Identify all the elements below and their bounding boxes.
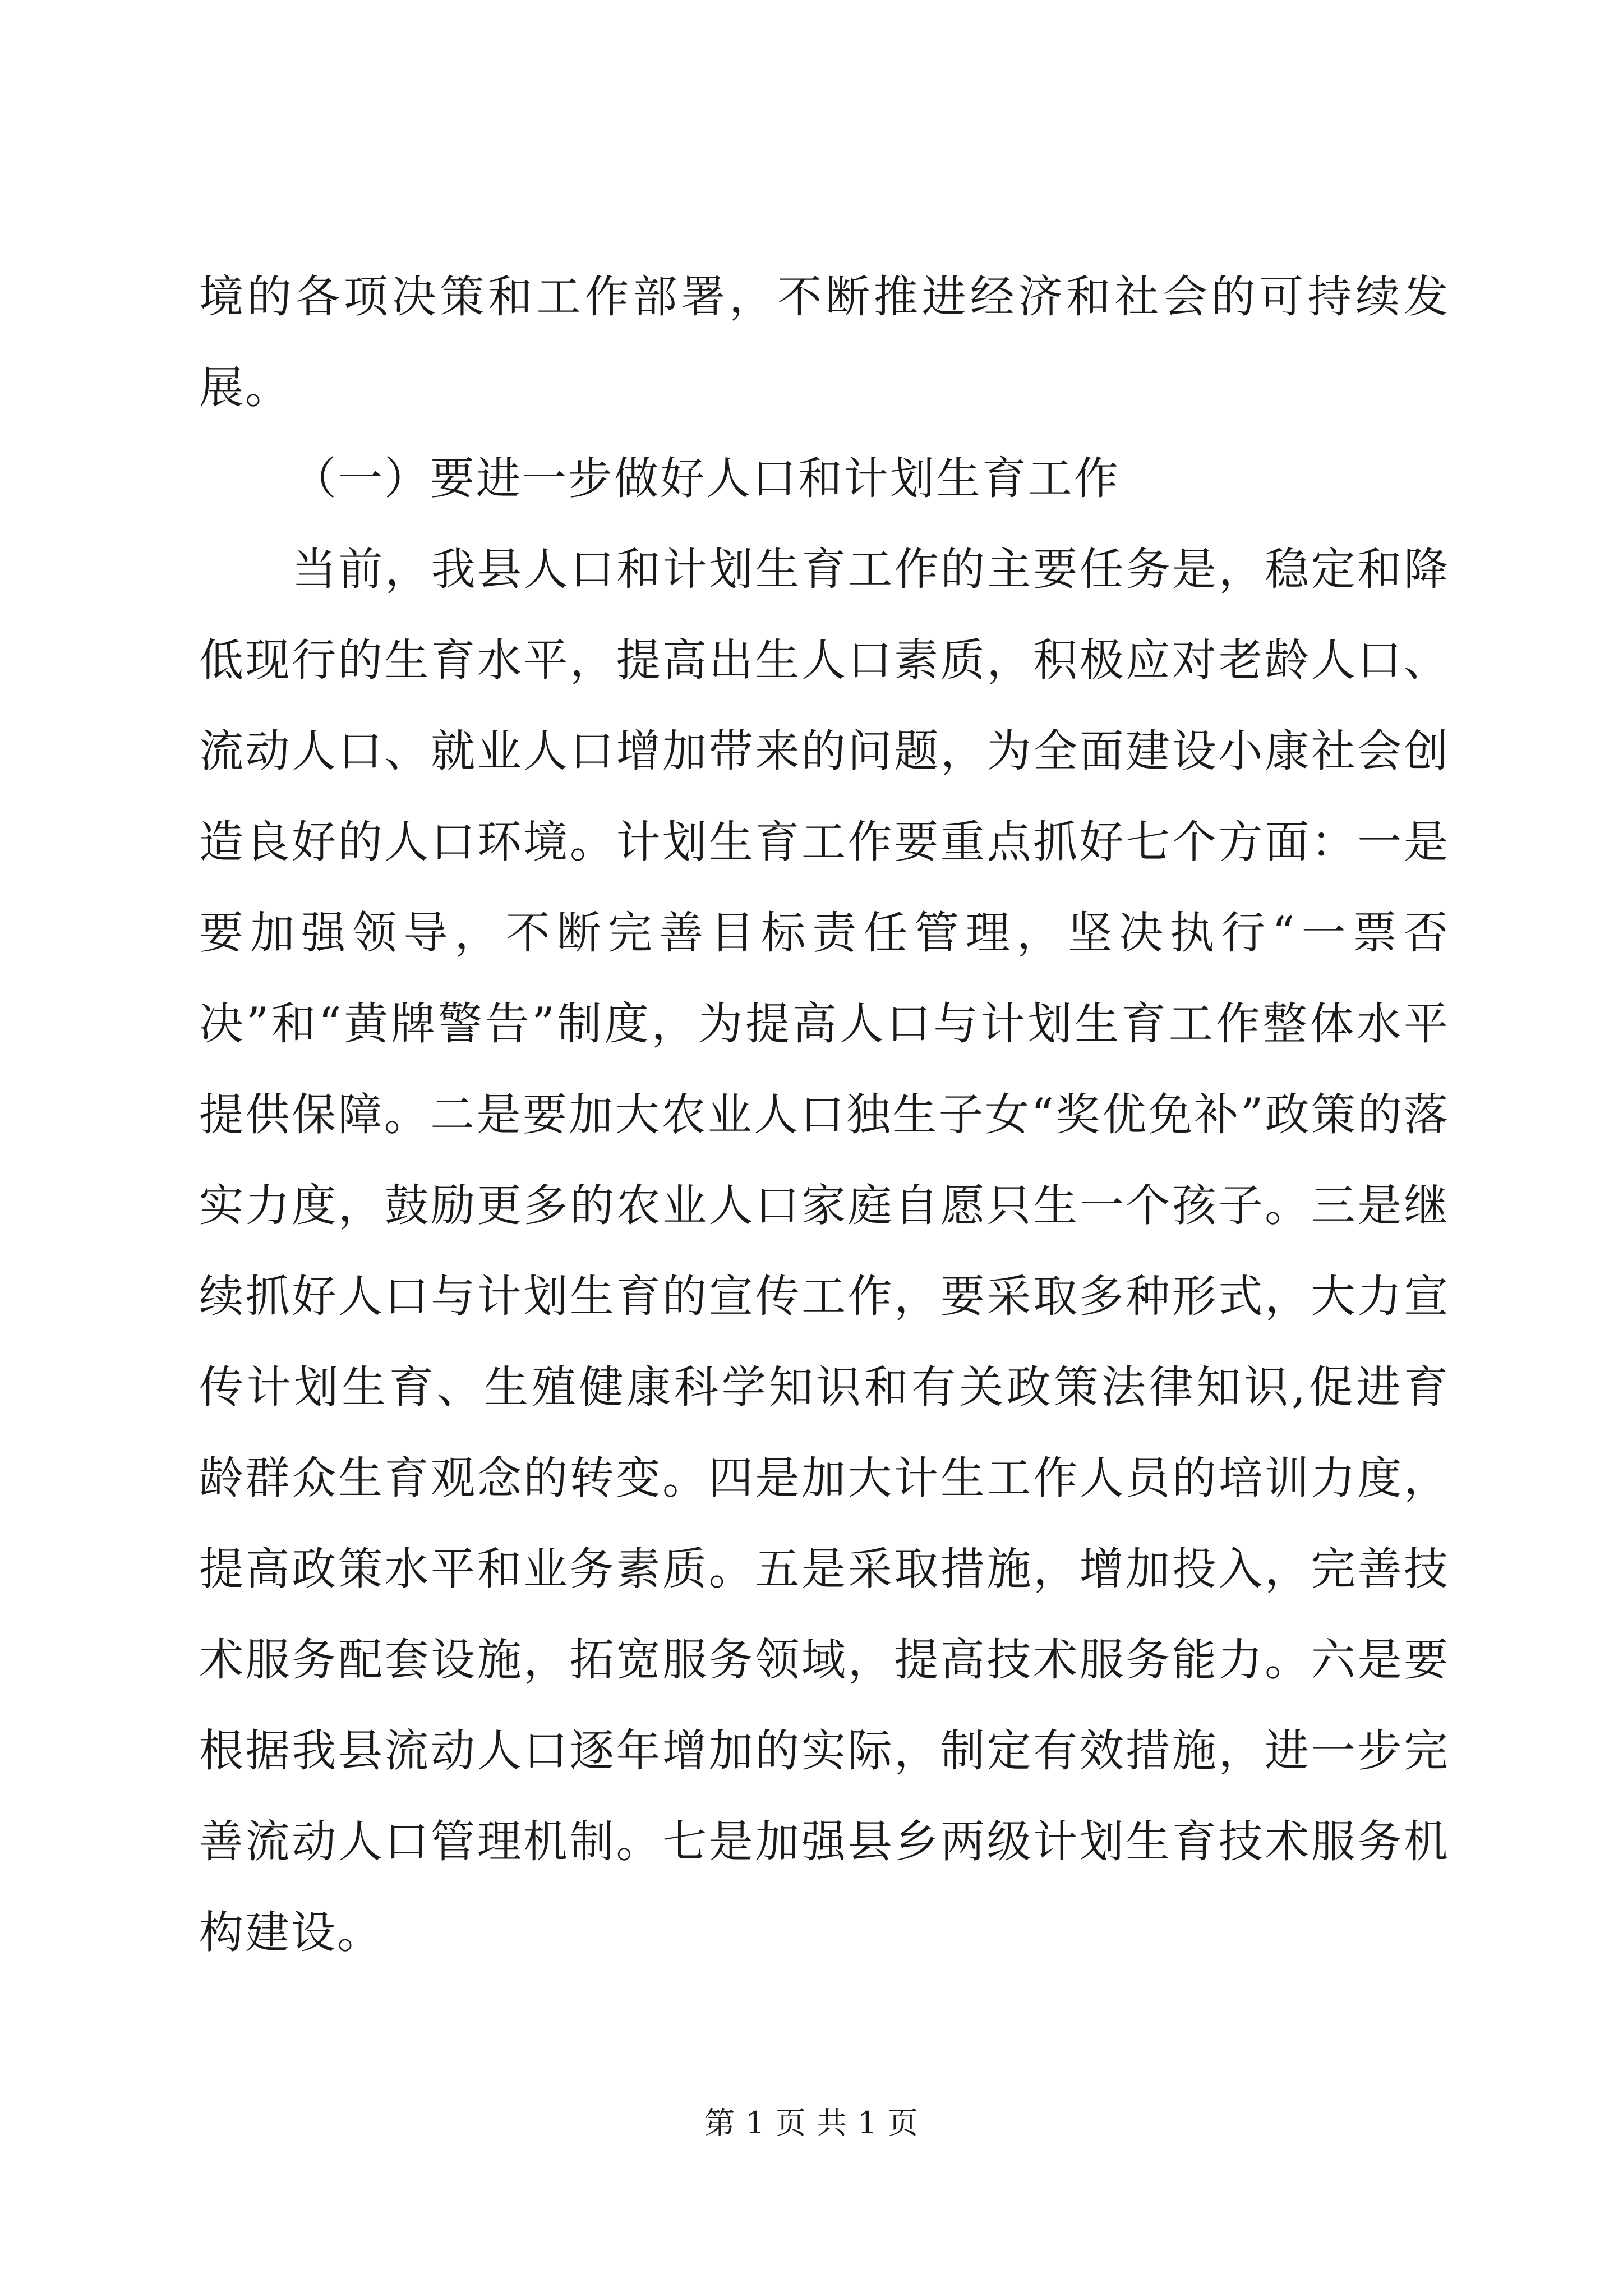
document-body (199, 251, 1450, 1978)
section-heading: （一）要进一步做好人口和计划生育工作 (292, 453, 1120, 504)
paragraph-continuation: 境的各项决策和工作部署，不断推进经济和社会的可持续发展。 (199, 271, 1450, 413)
paragraph-main: 当前，我县人口和计划生育工作的主要任务是，稳定和降低现行的生育水平，提高出生人口素质，积极应对老龄人口、流动人口、就业人口增加带来的问题，为全面建设小康社会创造良好的人口环境。计划生育工作要重点抓好七个方面：一是要加强领导，不断完善目标责任管理，坚决执行“一票否决”和“黄牌警告”制度，为提高人口与计划生育工作整体水平提供保障。二是要加大农业人口独生子女“奖优免补”政策的落实力度，鼓励更多的农业人口家庭自愿只生一个孩子。三是继续抓好人口与计划生育的宣传工作，要采取多种形式，大力宣传计划生育、生殖健康科学知识和有关政策法律知识,促进育龄群众生育观念的转变。四是加大计生工作人员的培训力度，提高政策水平和业务素质。五是采取措施，增加投入，完善技术服务配套设施，拓宽服务领域，提高技术服务能力。六是要根据我县流动人口逐年增加的实际，制定有效措施，进一步完善流动人口管理机制。七是加强县乡两级计划生育技术服务机构建设。 (199, 544, 1450, 1958)
page-footer: 第 1 页 共 1 页 (704, 2105, 919, 2141)
